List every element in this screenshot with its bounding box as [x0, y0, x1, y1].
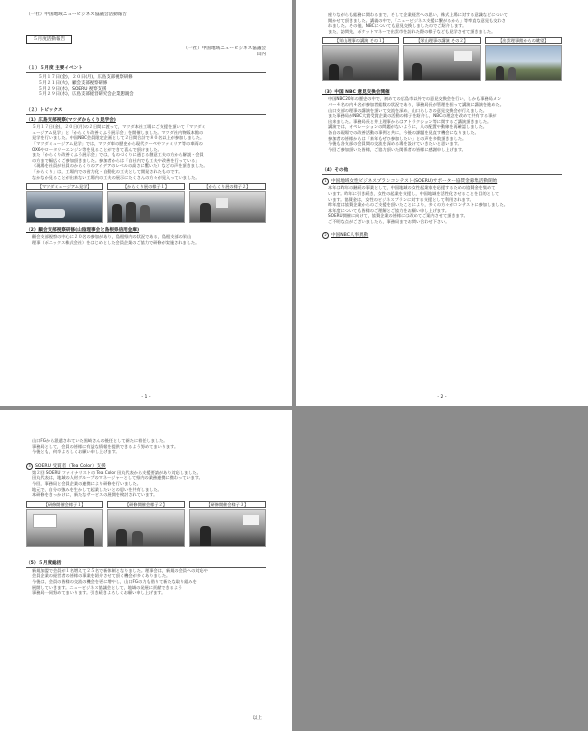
text-line: 新規加盟で会員が１名増えて２５名で新体制となりました。理事会は，新規の会員への対応や — [32, 567, 208, 573]
text-line: 今回，事務局と会員企業の連携により研修を行いました。 — [32, 480, 141, 486]
section-events: （１）５月度 主要イベント — [26, 66, 266, 73]
text-line: 事務局一同努めてまいります。引き続きよろしくお願い申し上げます。 — [32, 590, 166, 596]
end-mark: 以上 — [252, 716, 262, 721]
text-line: また事務局がNBC大賞受賞企業の活動の様子を紹介し，NBCの理念を改めて共有する事が — [328, 113, 497, 119]
photo-block — [26, 183, 103, 223]
text-line: 山口FGから派遣されていた黒崎さんの後任として新たに着任しました。 — [32, 438, 168, 443]
text-line: 座りながらも総務に関わるまで，そして企業経営への思い，株式上場に対する意識などについて — [328, 12, 508, 17]
text-line: 今後も各支部の会員間の交流を深める場を設けていきたいと思います。 — [328, 141, 462, 147]
photo-block — [322, 37, 399, 81]
text-line: います。協賛金は，女性のビジネスプランに対する支援として利用されます。 — [328, 196, 474, 202]
photo-karakuri-2 — [189, 191, 266, 223]
text-line: 見学を行いました。中国NBC会員限定企画として２日間合計で８０名以上が参加しました。 — [32, 135, 205, 141]
document-page-2 — [296, 0, 588, 406]
page-number: - 1 - — [141, 395, 151, 400]
text-line: 今回ご参加頂いた皆様，ご協力頂いた関係者の皆様に感謝申し上げます。 — [328, 146, 466, 152]
page3-intro — [26, 438, 266, 455]
photo-lecture-2 — [403, 45, 480, 81]
section-summary: （5）５月度総括 — [26, 561, 266, 568]
text-line: れました。その他，NBCについても意見交換しましたのでご紹介します。 — [328, 23, 467, 29]
text-line: また，訪問先，ポケットマネーで出雲市を訪れた際の様子なども見学させて頂きました。 — [328, 28, 496, 34]
topic1-title: （1）広島支部視察(マツダからくり見学会) — [26, 118, 116, 124]
topic4-body — [26, 470, 266, 498]
section-other: （4）その他 — [322, 168, 562, 175]
photo-view — [485, 45, 562, 81]
topic3-title: （3）中国 NBC 意見交換会開催 — [322, 90, 390, 96]
empty-page-area — [296, 410, 588, 731]
photo-row — [26, 183, 266, 223]
event-item: ５月２１日(火)，顧会支部視察研修 — [38, 80, 108, 86]
month-title: ５月度活動報告 — [26, 35, 72, 44]
section-topics: （２）トピックス — [26, 108, 266, 115]
text-line: 田丸代表は，地域の人材グループのマネージャーとして県内の業務連携に携わっています。 — [32, 475, 203, 481]
text-line: SOERU開催に向けて，協賛企業の皆様には改めてご案内させて頂きます。 — [328, 213, 468, 219]
text-line: 第２回 SOERU ファイナリストの Tea Color 田丸代表から支援要請があり対応しました。 — [32, 469, 201, 475]
text-line: 理事（ポニックス株式会社）をはじめとした会員企業のご協力で研修が実施されました。 — [32, 239, 200, 245]
photo-block — [189, 183, 266, 223]
photo-caption: 【研修開催会様子３】 — [189, 501, 266, 508]
event-item: ５月２９日(水)，SOERU 視察支援 — [38, 86, 107, 92]
right-org: （一社）中国地域ニュービジネス協議会 — [183, 46, 266, 51]
photo-karakuri-1 — [107, 191, 184, 223]
text-line: 本年は昨年の継続の事業として，中国地域の女性起業家を応援するための協賛金を集めて — [328, 185, 496, 191]
photo-caption: 【からくり展の様子１】 — [107, 183, 184, 190]
photo-caption: 【研修開催会様子１】 — [26, 501, 103, 508]
other2-title — [322, 232, 562, 239]
photo-workshop-2 — [107, 509, 184, 547]
text-line: います。昨年に引き続き，女性の起業を支援し，中国地域を活性化させることを目的として — [328, 190, 500, 196]
photo-block — [107, 183, 184, 223]
photo-block — [26, 501, 103, 547]
other1-title-text: 中国地域女性ビジネスプランコンテスト(SOERU)サポーター協賛金募集活動開始 — [331, 179, 498, 185]
topic2-body — [26, 234, 266, 245]
photo-row — [26, 501, 266, 547]
text-line: ご不明な点がございましたら，事務局までお問い合わせ下さい。 — [328, 218, 450, 224]
text-line: また「からくり改善くふう展示会」では，ものづくりに通じる創意工夫の方から解説・会員 — [32, 152, 204, 158]
photo-block — [403, 37, 480, 81]
other2-title-text: 中国NBC人事異動 — [331, 233, 369, 239]
photo-caption: 【研修開催会様子２】 — [107, 501, 184, 508]
text-line: 「マツダミュージアム見学」では，マツダ車の歴史から現代クーペやファミリア等の車両の — [32, 140, 203, 146]
text-line: 展開していきます。ニュービジネス協議会として，地域の発展に貢献できるよう — [32, 584, 183, 590]
summary-body — [26, 568, 266, 596]
event-item: ５月１７日(金)，２０日(月)，広島支部視察研修 — [38, 75, 133, 80]
text-line: 本年度についても皆様のご理解とご協力をお願い申し上げます。 — [328, 207, 450, 213]
photo-block — [107, 501, 184, 547]
header-org: （一社）中国地域ニュービジネス協議会活動報告 — [26, 12, 127, 17]
photo-caption: 【栄山理事の講演 その１】 — [322, 37, 399, 44]
text-line: 今後とも，何卒よろしくお願い申し上げます。 — [32, 449, 120, 455]
number-1-icon: 1 — [322, 178, 329, 185]
number-3-icon: 3 — [26, 463, 33, 470]
text-line: 聞かせて頂きました。講義の中で，「ニュービジネス支援に繋がるから」等率直な意見も交わさ — [328, 17, 506, 23]
photo-workshop-1 — [26, 509, 103, 547]
photo-caption: 【栄山理事の講演 その２】 — [403, 37, 480, 44]
topic2-title: （2）顧会支部視察研修(山陰理事会と島根県信用金庫) — [26, 228, 140, 234]
text-line: 今後は，会員の皆様の交流の機会を更に増やし，山口FGの力も借りて新たな取り組みを — [32, 578, 197, 584]
photo-museum — [26, 191, 103, 223]
text-line: 参加者の皆様からは「来年もぜひ参加したい」との声を多数頂きました。 — [328, 135, 467, 141]
photo-row — [322, 37, 562, 81]
photo-caption: 【からくり展の様子２】 — [189, 183, 266, 190]
text-line: 「からくり」は，工場内での省力化・自動化の工夫として開発されたものです。 — [32, 168, 183, 174]
text-line: OX6やロータリーエンジン等を見ることができて喜んで頂けました。 — [32, 146, 162, 152]
text-line: 各自の現場での改善活動の事例と共に，今後の課題を見直す機会になりました。 — [328, 129, 479, 135]
photo-block — [189, 501, 266, 547]
document-page-3 — [0, 410, 292, 731]
text-line: 事務局として，会員の皆様に有益な情報を提供できるよう努めてまいります。 — [32, 443, 179, 449]
text-line: 講演では，オペレーションの問題がないように，人の配置や動線を再確認しました。 — [328, 124, 487, 130]
topic3-body — [322, 96, 562, 152]
page2-intro — [322, 12, 562, 34]
photo-block — [485, 37, 562, 81]
event-item: ５月２９日(水)，広島支部経営研究会企業懇親会 — [38, 92, 134, 98]
photo-caption: 【出雲理事館からの眺望】 — [485, 37, 562, 44]
number-2-icon: 2 — [322, 232, 329, 239]
document-page-1 — [0, 0, 292, 406]
text-line: なかなか見ることが出来ない工場内の工夫の展示にたくさんの方々が見入っていました。 — [32, 174, 200, 180]
text-line: 出来ました。事務局長と井上理事からはアトラクション等に関するご講演頂きました。 — [328, 118, 492, 124]
topic1-body — [26, 124, 266, 180]
text-line: 地元で，自分の強みを生かして起業したいとの思いを共有しました。 — [32, 486, 162, 492]
text-line: 本研修をきっかけに，新たなサービスの展開を検討されています。 — [32, 492, 158, 498]
text-line: 中国NBC20年の歴史の中で，初めての広島市以外での意見交換会を行い，しかも事務局メン — [328, 96, 502, 102]
text-line: ュージアム見学」と「からくり改善くふう展示会」を開催しました。マツダ社内物販本館の — [32, 129, 204, 135]
photo-workshop-3 — [189, 509, 266, 547]
text-line: 会員企業の経営者の皆様の事業を紹介させて頂く機会が多くありました。 — [32, 573, 171, 579]
photo-lecture-1 — [322, 45, 399, 81]
text-line: 山口支部の理事の講演を頂いて交流を深め，山口らしさの意見交換会が行えました。 — [328, 107, 487, 113]
right-sub: 山内 — [256, 52, 266, 57]
page-number: - 2 - — [437, 395, 447, 400]
text-line: 顧会支部視察の中心に２０名の参加があり，島根県内の状況である，島根支部の栄山 — [32, 234, 192, 240]
topic4-title — [26, 463, 266, 470]
text-line: の方まで幅広くご参加頂きました。参加者からは「自社内でも工夫や改善を行っている」 — [32, 157, 200, 163]
text-line: バー４名の内４名が参加者総数の状況であり，事務局長が管理を担って講演に講演を進めた。 — [328, 101, 504, 107]
text-line: ５月１７日(金)，２０日(月)の２日間に渡って，マツダ本社工場にご支援を頂いて「マツダミ — [32, 124, 206, 130]
topic4-title-text: SOERU 受賞者（Tea Color）支援 — [35, 463, 106, 469]
other1-title — [322, 178, 562, 185]
other1-body — [322, 185, 562, 224]
photo-caption: 【マツダミュージアム見学】 — [26, 183, 103, 190]
text-line: 昨年度は協賛企業からのご支援を頂いたことにより，多くの方々がコンテストに参加しました。 — [328, 202, 508, 208]
text-line: （現場を社員が社員のからくりのアイデアのレベルの高さに驚いた）などの声を頂きました。 — [32, 163, 208, 169]
